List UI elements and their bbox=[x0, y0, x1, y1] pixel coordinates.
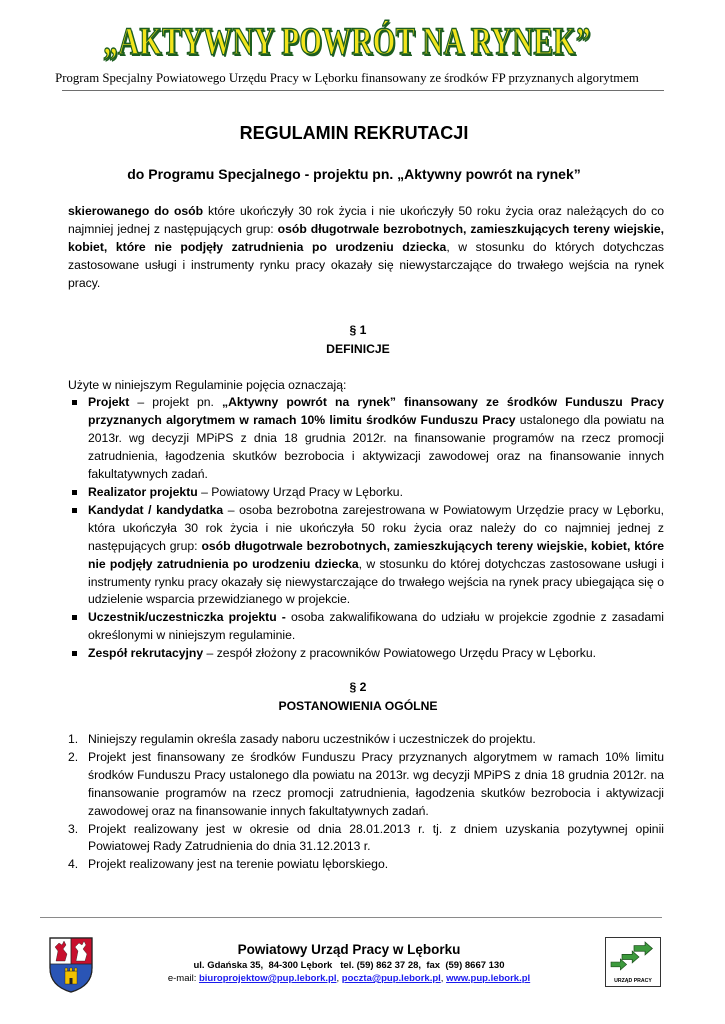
definitions-lead: Użyte w niniejszym Regulaminie pojęcia oznaczają: bbox=[68, 377, 347, 392]
square-bullet-icon bbox=[72, 615, 77, 620]
logo-arrow-low bbox=[611, 959, 627, 970]
definitions-list bbox=[68, 394, 664, 663]
section-2-number: § 2 bbox=[349, 680, 367, 695]
intro-text-end: , w stosunku do których dotychczas zastosowane usługi i instrumenty rynku pracy okazały się niewystarczające do trwałego wejścia na rynek pracy. bbox=[68, 239, 664, 290]
header-divider bbox=[62, 90, 664, 91]
section-1-heading bbox=[68, 321, 648, 359]
definition-item-realizator bbox=[68, 484, 664, 502]
link-separator: , bbox=[440, 973, 447, 984]
definition-term: Kandydat / kandydatka bbox=[88, 502, 224, 517]
definition-text: – zespół złożony z pracowników Powiatowego Urzędu Pracy w Lęborku. bbox=[203, 646, 597, 661]
definition-term: Projekt bbox=[88, 395, 130, 410]
section-2-title: POSTANOWIENIA OGÓLNE bbox=[278, 699, 438, 714]
intro-bold-lead: skierowanego do osób bbox=[68, 204, 204, 218]
definition-text: ustalonego dla powiatu na 2013r. wg decyzji MPiPS z dnia 18 grudnia 2012r. na finansowanie programów na rzecz promocji zatrudnienia, łagodzenia skutków bezrobocia i aktywizacji zawodowej oraz na finansowanie innych fakultatywnych zadań. bbox=[88, 413, 664, 482]
definition-item-projekt bbox=[68, 394, 664, 484]
provision-item bbox=[68, 856, 664, 874]
link-separator: , bbox=[336, 973, 342, 984]
document-body bbox=[68, 120, 664, 874]
footer-divider bbox=[40, 917, 662, 918]
provision-text: Projekt realizowany jest na terenie powiatu lęborskiego. bbox=[88, 857, 389, 872]
logo-arrow-mid bbox=[622, 951, 639, 963]
definition-text: , w stosunku do której dotychczas zastosowane usługi i instrumenty rynku pracy okazały się niewystarczające do trwałego wejścia na rynek pracy ubiegająca się o udzielenie wsparcia przewidzianego w projekcie. bbox=[88, 556, 664, 607]
provision-number: 1. bbox=[68, 732, 79, 747]
provision-item bbox=[68, 749, 664, 821]
definition-text: – projekt pn. bbox=[129, 395, 223, 410]
provision-text: Projekt jest finansowany ze środków Funduszu Pracy przyznanych algorytmem w ramach 10% limitu środków Funduszu Pracy ustalonego dla powiatu na 2013r. wg decyzji MPiPS z dnia 18 grudnia 2012r. na finansowanie programów na rzecz promocji zatrudnienia, łagodzenia skutków bezrobocia i aktywizacji zawodowej oraz na finansowanie innych fakultatywnych zadań. bbox=[88, 749, 664, 818]
urzad-pracy-logo bbox=[605, 937, 661, 987]
definition-item-kandydat bbox=[68, 502, 664, 609]
definition-text: – osoba bezrobotna zarejestrowana w Powiatowym Urzędzie pracy w Lęborku, która ukończyła 30 rok życia i nie ukończyła 50 roku życia oraz należy do co najmniej jednej z następujących grup: bbox=[88, 502, 664, 553]
definition-term: Uczestnik/uczestniczka projektu - bbox=[88, 610, 286, 625]
intro-text: które ukończyły 30 rok życia i nie ukończyły 50 roku życia oraz należących do co najmniej jednej z następujących grup: bbox=[68, 204, 664, 236]
section-1-title: DEFINICJE bbox=[326, 341, 390, 356]
definition-item-zespol bbox=[68, 645, 664, 663]
intro-paragraph bbox=[68, 203, 664, 293]
square-bullet-icon bbox=[72, 651, 77, 656]
definition-text-bold: osób długotrwale bezrobotnych, zamieszkujących tereny wiejskie, kobiet, które nie podjęły zatrudnienia po urodzeniu dziecka bbox=[88, 538, 664, 571]
square-bullet-icon bbox=[72, 508, 77, 513]
section-2-heading bbox=[68, 678, 648, 716]
provision-text: Projekt realizowany jest w okresie od dnia 28.01.2013 r. tj. z dniem uzyskania pozytywnej opinii Powiatowej Rady Zatrudnienia do dnia 31.12.2013 r. bbox=[88, 821, 664, 854]
document-title: REGULAMIN REKRUTACJI bbox=[239, 123, 469, 143]
definition-text: osoba zakwalifikowana do udziału w projekcie zgodnie z zasadami określonymi w niniejszym regulaminie. bbox=[88, 610, 664, 643]
office-name: Powiatowy Urząd Pracy w Lęborku bbox=[237, 942, 461, 957]
provision-item bbox=[68, 821, 664, 857]
urzad-pracy-arrows-icon bbox=[609, 940, 657, 976]
provision-item bbox=[68, 731, 664, 749]
definition-term: Zespół rekrutacyjny bbox=[88, 646, 204, 661]
program-title-wordart: „AKTYWNY POWRÓT NA RYNEK” bbox=[103, 20, 591, 64]
definition-item-uczestnik bbox=[68, 609, 664, 645]
program-subtitle: Program Specjalny Powiatowego Urzędu Pracy w Lęborku finansowany ze środków FP przyznanych algorytmem bbox=[55, 71, 639, 85]
office-address: ul. Gdańska 35, 84-300 Lębork tel. (59) 862 37 28, fax (59) 8667 130 bbox=[193, 960, 505, 971]
logo-arrow-high bbox=[634, 942, 652, 955]
square-bullet-icon bbox=[72, 490, 77, 495]
intro-bold-groups: osób długotrwale bezrobotnych, zamieszkujących tereny wiejskie, kobiet, które nie podjęły zatrudnienia po urodzeniu dziecka bbox=[68, 221, 665, 254]
provisions-list bbox=[68, 731, 664, 874]
email-link-projects[interactable]: biuroprojektow@pup.lebork.pl bbox=[198, 973, 337, 984]
provision-number: 4. bbox=[68, 857, 79, 872]
document-subtitle: do Programu Specjalnego - projektu pn. „Aktywny powrót na rynek” bbox=[127, 166, 581, 182]
definition-text-bold: „Aktywny powrót na rynek” finansowany ze środków Funduszu Pracy przyznanych algorytmem w ramach 10% limitu środków Funduszu Pracy bbox=[88, 395, 664, 428]
office-contact-line bbox=[0, 973, 698, 985]
provision-text: Niniejszy regulamin określa zasady naboru uczestników i uczestniczek do projektu. bbox=[88, 732, 536, 747]
urzad-pracy-logo-text: URZĄD PRACY bbox=[614, 978, 652, 984]
definition-text: – Powiatowy Urząd Pracy w Lęborku. bbox=[197, 484, 403, 499]
section-1-number: § 1 bbox=[349, 322, 367, 337]
website-link[interactable]: www.pup.lebork.pl bbox=[446, 973, 531, 984]
definition-term: Realizator projektu bbox=[88, 484, 198, 499]
provision-number: 2. bbox=[68, 749, 79, 764]
email-link-office[interactable]: poczta@pup.lebork.pl bbox=[341, 973, 441, 984]
square-bullet-icon bbox=[72, 400, 77, 405]
email-label: e-mail: bbox=[167, 973, 199, 984]
provision-number: 3. bbox=[68, 821, 79, 836]
